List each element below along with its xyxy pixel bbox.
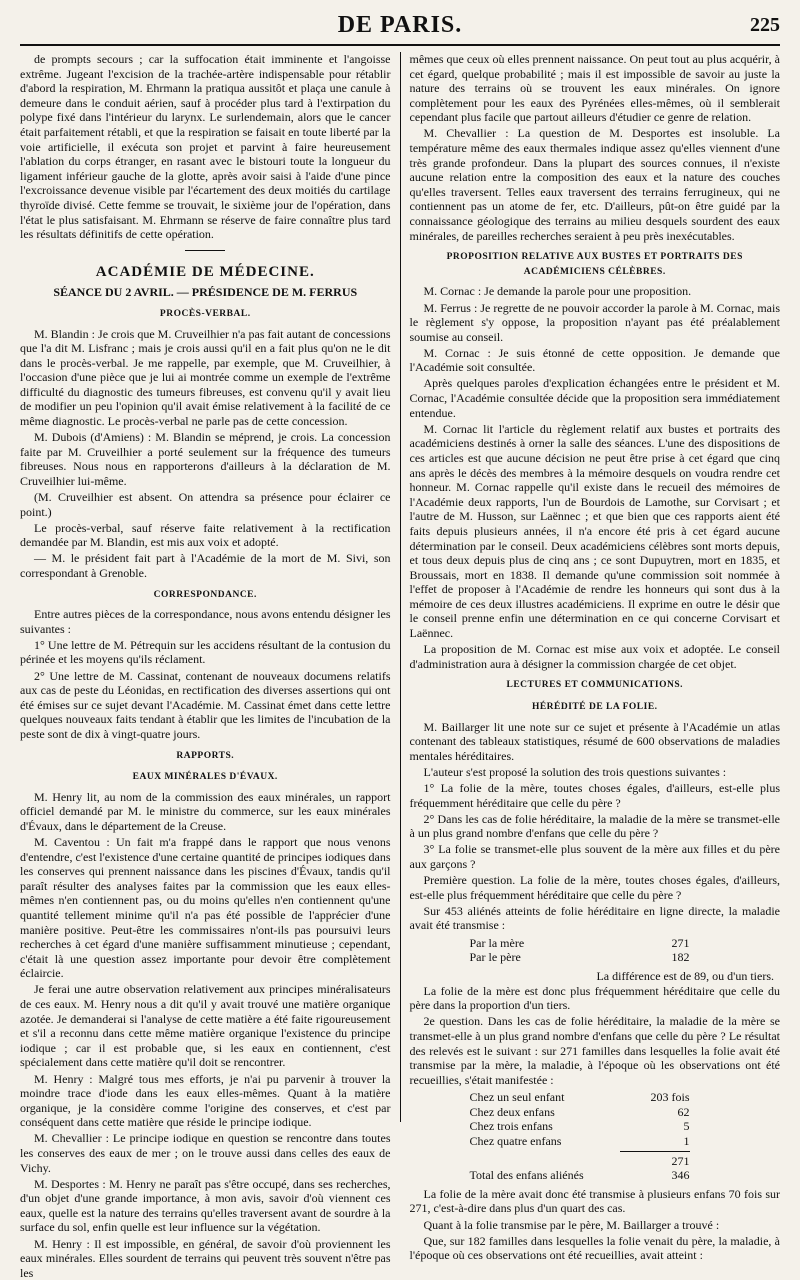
paragraph: M. Cornac lit l'article du règlement relatif aux bustes et portraits des académiciens destinés à orner la salle des séances. L'une des dispositions de ces articles est que aucune décision ne peut être prise à cet égard que cinq ans après le décès des membres à la mémoire desquels on voudra rendre cet honneur. M. Cornac rappelle qu'il existe dans le recueil des mémoires de l'Académie deux rapports, l'un de Bourdois de Lamothe, sur Corvisart ; et l'autre de M. Husson, sur Laënnec ; et que bien que ces rapports aient été faits depuis plusieurs années, il n'a encore été pris à cet égard aucune détermination par le conseil. Deux académiciens célèbres sont morts depuis, et tous deux depuis plus de cinq ans ; ce sont Dupuytren, mort en 1835, et Broussais, mort en 1838. Il demande qu'une commission soit nommée à l'effet de proposer à l'Académie de rendre les honneurs qui sont dus à la mémoire de ces deux illustres académiciens. Il exprime en outre le désir que le conseil prenne enfin une détermination en ce qui concerne Corvisart et Laënnec.: [409, 421, 780, 641]
page-header: [20, 10, 780, 46]
row-label: Chez quatre enfans: [469, 1134, 562, 1149]
paragraph: M. Blandin : Je crois que M. Cruveilhier n'a pas fait autant de concessions que l'a dit M. Lisfranc ; mais je crois aussi qu'il en a fait plus qu'on ne le dit dans le procès-verbal. Je me rappelle, par exemple, que M. Cruveilhier, à l'occasion d'une pièce que je lui ai montrée comme un exemple de l'extrême difficulté du diagnostic des tumeurs fibreuses, est convenu qu'il y avait lieu de modifier un peu l'opinion qu'il avait émise relativement à la facilité de ce même diagnostic. Le procès-verbal ne parle pas de cette concession.: [20, 326, 391, 429]
header-title: DE PARIS.: [337, 12, 463, 38]
row-value: 346: [671, 1168, 690, 1183]
paragraph: Que, sur 182 familles dans lesquelles la folie venait du père, la maladie, à l'époque où ces observations ont été recueillies, avait atteint :: [409, 1233, 780, 1263]
table-row: [470, 950, 690, 965]
row-value: 1: [683, 1134, 690, 1149]
paragraph: mêmes que ceux où elles prennent naissance. On peut tout au plus acquérir, à cet égard, quelque probabilité ; mais il est impossible de savoir au juste la nature des terrains où se trouvent les eaux minérales. On ignore complètement pour les eaux des Pyrénées elles-mêmes, où il semblerait cependant plus facile que partout ailleurs d'étudier ce genre de relation.: [409, 52, 780, 125]
paragraph: La proposition de M. Cornac est mise aux voix et adoptée. Le conseil d'administration aura à désigner la commission chargée de cet objet.: [409, 642, 780, 671]
academy-title: ACADÉMIE DE MÉDECINE.: [95, 263, 315, 280]
paragraph: Sur 453 aliénés atteints de folie héréditaire en ligne directe, la maladie avait été transmise :: [409, 903, 780, 933]
row-value: 62: [677, 1104, 690, 1119]
row-label: Total des enfans aliénés: [469, 1168, 584, 1183]
table-row: [470, 1119, 690, 1134]
row-label: Chez un seul enfant: [469, 1090, 565, 1105]
paragraph: Quant à la folie transmise par le père, M. Baillarger a trouvé :: [423, 1217, 720, 1232]
divider: [185, 250, 225, 251]
row-label: Chez trois enfans: [469, 1119, 553, 1134]
corr-title: CORRESPONDANCE.: [153, 589, 257, 600]
paragraph: M. Baillarger lit une note sur ce sujet et présente à l'Académie un atlas contenant des tableaux statistiques, résumé de 600 observations de maladies mentales héréditaires.: [409, 719, 780, 763]
difference-line: La différence est de 89, ou d'un tiers.: [596, 969, 774, 984]
table-row: [470, 936, 690, 951]
session-title: SÉANCE DU 2 AVRIL. — PRÉSIDENCE DE M. FERRUS: [53, 285, 358, 300]
paragraph: 3° La folie se transmet-elle plus souvent de la mère aux filles et du père aux garçons ?: [409, 842, 780, 871]
paragraph: M. Ferrus : Je regrette de ne pouvoir accorder la parole à M. Cornac, mais le règlement s'y oppose, la proposition n'ayant pas été préalablement soumise au conseil.: [409, 300, 780, 344]
row-value: 271: [671, 935, 690, 950]
table-row: [470, 1168, 690, 1183]
paragraph: 1° La folie de la mère, toutes choses égales, d'ailleurs, est-elle plus fréquemment héréditaire que celle du père ?: [409, 780, 780, 810]
lectures-title: LECTURES ET COMMUNICATIONS.: [506, 680, 684, 691]
table-row: [470, 1105, 690, 1120]
row-value: 203 fois: [650, 1090, 690, 1105]
table-row: [470, 1134, 690, 1149]
paragraph: M. Henry : Malgré tous mes efforts, je n'ai pu parvenir à trouver la moindre trace d'iode dans les eaux elles-mêmes. Quant à la matière organique, je la considère comme l'origine des conserves, et c'est par conséquent dans cette matière que réside le principe iodique.: [20, 1071, 391, 1130]
paragraph: 2° Dans les cas de folie héréditaire, la maladie de la mère se transmet-elle à un plus grand nombre d'enfans que celle du père ?: [409, 811, 780, 841]
pv-title: PROCÈS-VERBAL.: [159, 308, 251, 319]
paragraph: M. Cornac : Je suis étonné de cette opposition. Je demande que l'Académie soit consultée.: [409, 345, 780, 375]
row-value: 5: [683, 1119, 690, 1134]
paragraph: M. Dubois (d'Amiens) : M. Blandin se méprend, je crois. La concession faite par M. Cruveilhier a porté seulement sur la fréquence des tumeurs fibreuses. Nous nous en rapporterons d'ailleurs à la déclaration de M. Cruveilhier lui-même.: [20, 430, 391, 488]
stats-table-2: [470, 1090, 690, 1183]
row-value: 182: [671, 950, 690, 965]
paragraph: 2e question. Dans les cas de folie héréditaire, la maladie de la mère se transmet-elle à un plus grand nombre d'enfans que celle du père ? Le résultat des relevés est le suivant : sur 271 familles dans lesquelles la folie avait été transmise par la mère, la maladie, à l'époque où les observations ont été recueillies, s'était manifestée :: [409, 1014, 780, 1087]
proposition-title: PROPOSITION RELATIVE AUX BUSTES ET PORTRAITS DES ACADÉMICIENS CÉLÈBRES.: [446, 252, 743, 277]
paragraph: Je ferai une autre observation relativement aux principes minéralisateurs de ces eaux. M. Henry nous a dit qu'il y avait trouvé une matière organique azotée. Je demanderai si l'analyse de cette matière a été faite rigoureusement et s'il a reconnu dans cette même matière organique l'existence du principe iodique ; car il est probable que, si les eaux en contiennent, c'est spécialement dans cette matière qu'il doit se rencontrer.: [20, 982, 391, 1070]
row-label: Par la mère: [469, 935, 525, 950]
row-label: Chez deux enfans: [469, 1104, 555, 1119]
paragraph: M. Desportes : M. Henry ne paraît pas s'être occupé, dans ses recherches, d'un objet d'une grande importance, à mon avis, savoir d'où viennent ces eaux, quelle est la nature des terrains qu'elles traversent avant de sourdre à la surface du sol, enfin quelle est leur influence sur la végétation.: [20, 1176, 391, 1235]
table-row: [470, 1090, 690, 1105]
paragraph: 1° Une lettre de M. Pétrequin sur les accidens résultant de la contusion du périnée et les moyens qu'ils réclament.: [20, 637, 391, 667]
right-column: [401, 52, 781, 1263]
paragraph: Entre autres pièces de la correspondance, nous avons entendu désigner les suivantes :: [20, 607, 391, 636]
stats-table-1: [470, 936, 690, 965]
paragraph: M. Chevallier : La question de M. Desportes est insoluble. La température même des eaux thermales indique assez qu'elles viennent d'une très grande profondeur. Dans la plupart des sources connues, il n'existe aucune relation entre la composition des eaux et la nature des couches qu'elles traversent. Telles eaux traversent des terrains ferrugineux, qui ne contiennent pas un atome de fer, etc. D'ailleurs, pût-on être guidé par la connaissance géologique des terrains au milieu desquels sourdent des eaux minérales, de pareilles recherches seraient à peu près inexécutables.: [409, 126, 780, 243]
columns: [20, 52, 780, 1280]
paragraph: — M. le président fait part à l'Académie de la mort de M. Sivi, son correspondant à Grenoble.: [20, 551, 391, 580]
paragraph: Première question. La folie de la mère, toutes choses égales, d'ailleurs, est-elle plus fréquemment héréditaire que celle du père ?: [409, 872, 780, 902]
rapports-title: RAPPORTS.: [176, 750, 235, 761]
paragraph: Le procès-verbal, sauf réserve faite relativement à la rectification demandée par M. Blandin, est mis aux voix et adopté.: [20, 520, 391, 550]
eaux-title: EAUX MINÉRALES D'ÉVAUX.: [132, 772, 278, 783]
table-row: [470, 1154, 690, 1169]
paragraph: L'auteur s'est proposé la solution des trois questions suivantes :: [423, 764, 727, 779]
paragraph: M. Chevallier : Le principe iodique en question se rencontre dans toutes les conserves des eaux de mer ; on le trouve aussi dans celles des eaux de Vichy.: [20, 1131, 391, 1175]
paragraph: La folie de la mère est donc plus fréquemment héréditaire que celle du père dans la proportion d'un tiers.: [409, 983, 780, 1013]
paragraph: M. Cornac : Je demande la parole pour une proposition.: [423, 284, 692, 299]
paragraph: M. Henry lit, au nom de la commission des eaux minérales, un rapport officiel demandé par M. le ministre du commerce, sur les eaux minérales d'Évaux, dans le département de la Creuse.: [20, 789, 391, 833]
row-label: Par le père: [469, 950, 521, 965]
paragraph: Après quelques paroles d'explication échangées entre le président et M. Cornac, l'Académie consultée décide que la proposition sera immédiatement entendue.: [409, 376, 780, 420]
sum-rule: [620, 1151, 690, 1152]
left-column: [20, 52, 400, 1280]
intro-paragraph: de prompts secours ; car la suffocation était imminente et l'angoisse extrême. Jugeant l'excision de la trachée-artère indispensable pour rétablir d'abord la respiration, M. Ehrmann la pratiqua aussitôt et plaça une canule à demeure dans le conduit aérien, sauf à procéder plus tard à l'extirpation du polype fixé dans l'intérieur du larynx. Le surlendemain, alors que le cancer était parfaitement rétabli, et que la respiration se faisait en toute liberté par la voie artificielle, il exécuta son projet et parvint à faire heureusement l'ablation du corps étranger, en rasant avec le bistouri toute la longueur du ligament inférieur gauche de la glotte, après avoir saisi à l'aide d'une pince l'excroissance devenue visible par l'écartement des deux moitiés du cartilage thyroïde divisé. Cette femme se trouvait, le sixième jour de l'opération, dans l'état le plus satisfaisant. M. Ehrmann se réserve de faire connaître plus tard les résultats définitifs de cette opération.: [20, 52, 391, 242]
paragraph: M. Caventou : Un fait m'a frappé dans le rapport que nous venons d'entendre, c'est l'existence d'une certaine quantité de principes iodiques dans les conserves qui prennent naissance dans les piscines d'Évaux, tandis qu'il paraît résulter des analyses faites par la commission que les eaux elles-mêmes n'en contiennent pas, ou du moins qu'elles n'en contiennent qu'une quantité tellement minime qu'il n'a pas été possible de l'apprécier d'une manière positive. Peut-être les commissaires n'ont-ils pas poursuivi leurs recherches à cet égard d'une manière suffisamment minutieuse ; cependant, c'était là une question assez importante pour devoir être complètement éclaircie.: [20, 835, 391, 981]
paragraph: (M. Cruveilhier est absent. On attendra sa présence pour éclairer ce point.): [20, 490, 391, 519]
paragraph: M. Henry : Il est impossible, en général, de savoir d'où proviennent les eaux minérales. Elles sourdent de terrains qui peuvent très souvent n'être pas les: [20, 1236, 391, 1280]
page-number: 225: [750, 14, 780, 36]
paragraph: La folie de la mère avait donc été transmise à plusieurs enfans 70 fois sur 271, c'est-à-dire dans plus d'un quart des cas.: [409, 1186, 780, 1216]
paragraph: 2° Une lettre de M. Cassinat, contenant de nouveaux documens relatifs aux cas de peste du Léonidas, en rectification des diverses assertions qui ont été émises sur ce sujet devant l'Académie. M. Cassinat émet dans cette lettre quelques nouveaux faits tendant à établir que les limites de l'incubation de la peste sont de dix à vingt-quatre jours.: [20, 668, 391, 741]
row-sum: 271: [671, 1153, 690, 1168]
heredite-title: HÉRÉDITÉ DE LA FOLIE.: [531, 701, 658, 712]
